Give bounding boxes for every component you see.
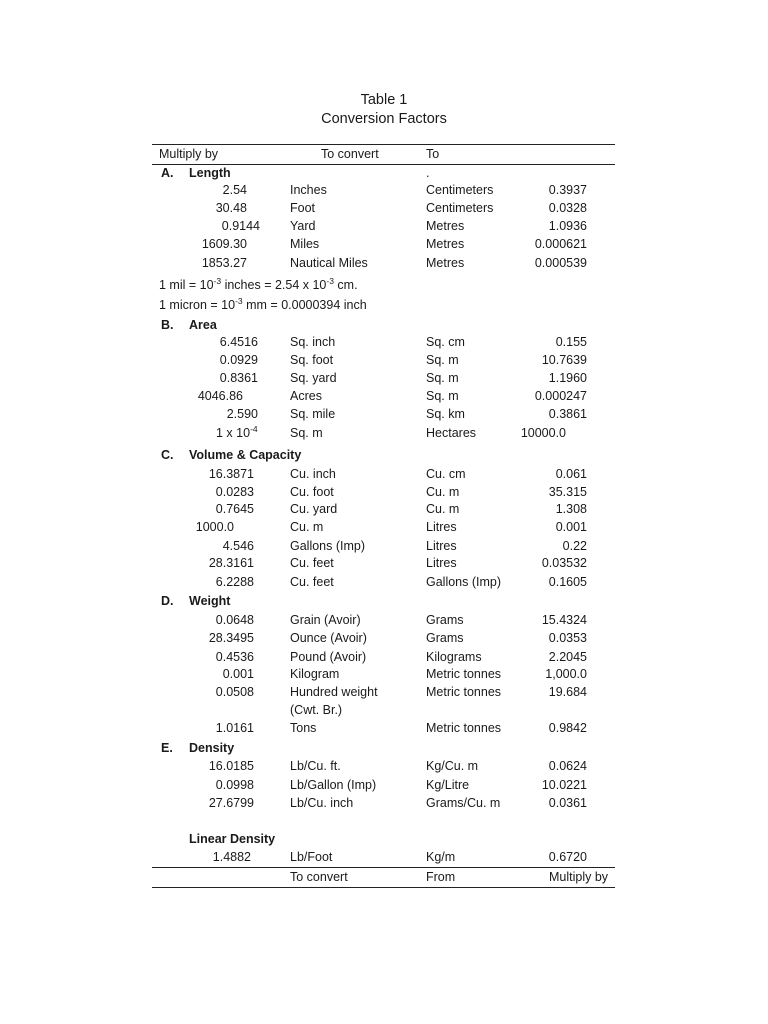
from-unit-cell: Tons	[290, 721, 317, 735]
to-unit-cell: Grams	[426, 613, 464, 627]
to-unit-cell: Cu. cm	[426, 467, 466, 481]
from-unit-cell: Grain (Avoir)	[290, 613, 361, 627]
inverse-factor-cell: 0.0361	[548, 796, 587, 810]
multiplier-cell: 0.001	[222, 667, 254, 681]
to-unit-cell: Litres	[426, 539, 457, 553]
multiplier-cell: 0.0648	[215, 613, 254, 627]
to-unit-cell: Cu. m	[426, 502, 460, 516]
to-unit-cell: Kilograms	[426, 650, 482, 664]
multiplier-cell: 2.590	[226, 407, 258, 421]
to-unit-cell: Kg/m	[426, 850, 456, 864]
from-unit-cell: Sq. m	[290, 426, 323, 440]
inverse-factor-cell: 15.4324	[541, 613, 587, 627]
multiplier-cell: 0.8361	[219, 371, 258, 385]
to-unit-cell: Metres	[426, 219, 465, 233]
multiplier-cell: 0.7645	[215, 502, 254, 516]
inverse-factor-cell: 0.000621	[534, 237, 587, 251]
multiplier-cell: 2.54	[222, 183, 247, 197]
multiplier-cell: 6.4516	[219, 335, 258, 349]
inverse-factor-cell: 2.2045	[548, 650, 587, 664]
inverse-factor-cell: 0.061	[555, 467, 587, 481]
multiplier-cell: 0.9144	[221, 219, 260, 233]
to-unit-cell: Hectares	[426, 426, 477, 440]
to-unit-cell: Litres	[426, 520, 457, 534]
footer-multiply-by: Multiply by	[549, 870, 609, 884]
from-unit-cell: Sq. mile	[290, 407, 336, 421]
inverse-factor-cell: 0.000539	[534, 256, 587, 270]
to-unit-cell: Sq. cm	[426, 335, 465, 349]
from-unit-cell: Ounce (Avoir)	[290, 631, 367, 645]
from-unit-cell: Foot	[290, 201, 316, 215]
to-unit-cell: Metric tonnes	[426, 667, 502, 681]
to-unit-cell: Metres	[426, 256, 465, 270]
from-unit-cell: Inches	[290, 183, 327, 197]
bottom-rule	[152, 887, 615, 888]
to-unit-cell: Sq. m	[426, 389, 459, 403]
to-unit-cell: Gallons (Imp)	[426, 575, 502, 589]
inverse-factor-cell: 0.0328	[548, 201, 587, 215]
inverse-factor-cell: 0.03532	[541, 556, 587, 570]
multiplier-cell: 27.6799	[208, 796, 254, 810]
inverse-factor-cell: 0.3861	[548, 407, 587, 421]
from-unit-cell: Lb/Gallon (Imp)	[290, 778, 377, 792]
multiplier-cell: 0.0929	[219, 353, 258, 367]
top-rule	[152, 144, 615, 145]
multiplier-cell: 0.0998	[215, 778, 254, 792]
inverse-factor-cell: 1.1960	[548, 371, 587, 385]
inverse-factor-cell: 0.0624	[548, 759, 587, 773]
inverse-factor-cell: 1.0936	[548, 219, 587, 233]
from-unit-cell-continued: (Cwt. Br.)	[290, 703, 343, 717]
inverse-factor-cell: 10.7639	[541, 353, 587, 367]
to-unit-cell: Kg/Cu. m	[426, 759, 479, 773]
section-heading: Length	[189, 166, 231, 180]
from-unit-cell: Kilogram	[290, 667, 340, 681]
bottom-rule-top	[152, 867, 615, 868]
note-mil: 1 mil = $10^{-3}$ inches = 2.54 x $10^{-3}$ cm.	[159, 276, 358, 292]
header-multiply-by: Multiply by	[159, 147, 219, 161]
multiplier-cell: 0.0508	[215, 685, 254, 699]
footer-from: From	[426, 870, 456, 884]
from-unit-cell: Hundred weight	[290, 685, 378, 699]
to-unit-cell: Centimeters	[426, 183, 494, 197]
multiplier-cell: 28.3161	[208, 556, 254, 570]
inverse-factor-cell: 0.9842	[548, 721, 587, 735]
multiplier-cell: 1000.0	[195, 520, 234, 534]
inverse-factor-cell: 1.308	[555, 502, 587, 516]
from-unit-cell: Miles	[290, 237, 320, 251]
inverse-factor-cell: 0.000247	[534, 389, 587, 403]
multiplier-cell: 30.48	[215, 201, 247, 215]
from-unit-cell: Sq. foot	[290, 353, 334, 367]
inverse-factor-cell: 35.315	[548, 485, 587, 499]
inverse-factor-cell: 0.155	[555, 335, 587, 349]
multiplier-cell: 1.4882	[212, 850, 251, 864]
multiplier-cell: 1.0161	[215, 721, 254, 735]
multiplier-cell: 4046.86	[197, 389, 243, 403]
multiplier-cell: 1609.30	[201, 237, 247, 251]
to-unit-cell: Sq. km	[426, 407, 465, 421]
from-unit-cell: Cu. inch	[290, 467, 336, 481]
footer-to-convert: To convert	[290, 870, 348, 884]
section-letter: A.	[161, 166, 174, 180]
from-unit-cell: Cu. feet	[290, 575, 334, 589]
inverse-factor-cell: 10.0221	[541, 778, 587, 792]
from-unit-cell: Gallons (Imp)	[290, 539, 366, 553]
multiplier-cell: 16.0185	[208, 759, 254, 773]
from-unit-cell: Cu. m	[290, 520, 324, 534]
section-heading: Weight	[189, 594, 231, 608]
section-heading: Volume & Capacity	[189, 448, 302, 462]
inverse-factor-cell: 0.22	[562, 539, 587, 553]
to-placeholder: .	[426, 166, 430, 180]
to-unit-cell: Centimeters	[426, 201, 494, 215]
to-unit-cell: Cu. m	[426, 485, 460, 499]
to-unit-cell: Litres	[426, 556, 457, 570]
to-unit-cell: Grams/Cu. m	[426, 796, 501, 810]
table-subtitle: Conversion Factors	[321, 111, 447, 127]
section-heading: Density	[189, 741, 235, 755]
inverse-factor-cell: 0.6720	[548, 850, 587, 864]
inverse-factor-cell: 10000.0	[520, 426, 566, 440]
from-unit-cell: Cu. yard	[290, 502, 338, 516]
multiplier-cell: 6.2288	[215, 575, 254, 589]
table-title: Table 1	[360, 92, 408, 108]
section-letter: D.	[161, 594, 174, 608]
from-unit-cell: Cu. feet	[290, 556, 334, 570]
from-unit-cell: Sq. inch	[290, 335, 336, 349]
to-unit-cell: Sq. m	[426, 371, 459, 385]
inverse-factor-cell: 0.001	[555, 520, 587, 534]
inverse-factor-cell: 1,000.0	[545, 667, 587, 681]
to-unit-cell: Sq. m	[426, 353, 459, 367]
inverse-factor-cell: 0.3937	[548, 183, 587, 197]
section-heading: Area	[189, 318, 217, 332]
multiplier-cell: 1 x $10^{-4}$	[216, 424, 258, 440]
to-unit-cell: Metric tonnes	[426, 685, 502, 699]
section-letter: E.	[161, 741, 173, 755]
from-unit-cell: Pound (Avoir)	[290, 650, 367, 664]
from-unit-cell: Lb/Cu. ft.	[290, 759, 341, 773]
from-unit-cell: Cu. foot	[290, 485, 334, 499]
to-unit-cell: Grams	[426, 631, 464, 645]
to-unit-cell: Metric tonnes	[426, 721, 502, 735]
inverse-factor-cell: 0.1605	[548, 575, 587, 589]
from-unit-cell: Sq. yard	[290, 371, 337, 385]
note-micron: 1 micron = $10^{-3}$ mm = 0.0000394 inch	[159, 296, 367, 312]
to-unit-cell: Metres	[426, 237, 465, 251]
from-unit-cell: Lb/Foot	[290, 850, 333, 864]
multiplier-cell: 0.0283	[215, 485, 254, 499]
multiplier-cell: 28.3495	[208, 631, 254, 645]
section-letter: C.	[161, 448, 174, 462]
from-unit-cell: Acres	[290, 389, 322, 403]
multiplier-cell: 0.4536	[215, 650, 254, 664]
inverse-factor-cell: 0.0353	[548, 631, 587, 645]
header-to: To	[426, 147, 440, 161]
header-to-convert: To convert	[321, 147, 379, 161]
from-unit-cell: Nautical Miles	[290, 256, 368, 270]
multiplier-cell: 1853.27	[201, 256, 247, 270]
section-letter: B.	[161, 318, 174, 332]
inverse-factor-cell: 19.684	[548, 685, 587, 699]
from-unit-cell: Yard	[290, 219, 316, 233]
section-heading: Linear Density	[189, 832, 276, 846]
multiplier-cell: 4.546	[222, 539, 254, 553]
to-unit-cell: Kg/Litre	[426, 778, 470, 792]
multiplier-cell: 16.3871	[208, 467, 254, 481]
from-unit-cell: Lb/Cu. inch	[290, 796, 354, 810]
